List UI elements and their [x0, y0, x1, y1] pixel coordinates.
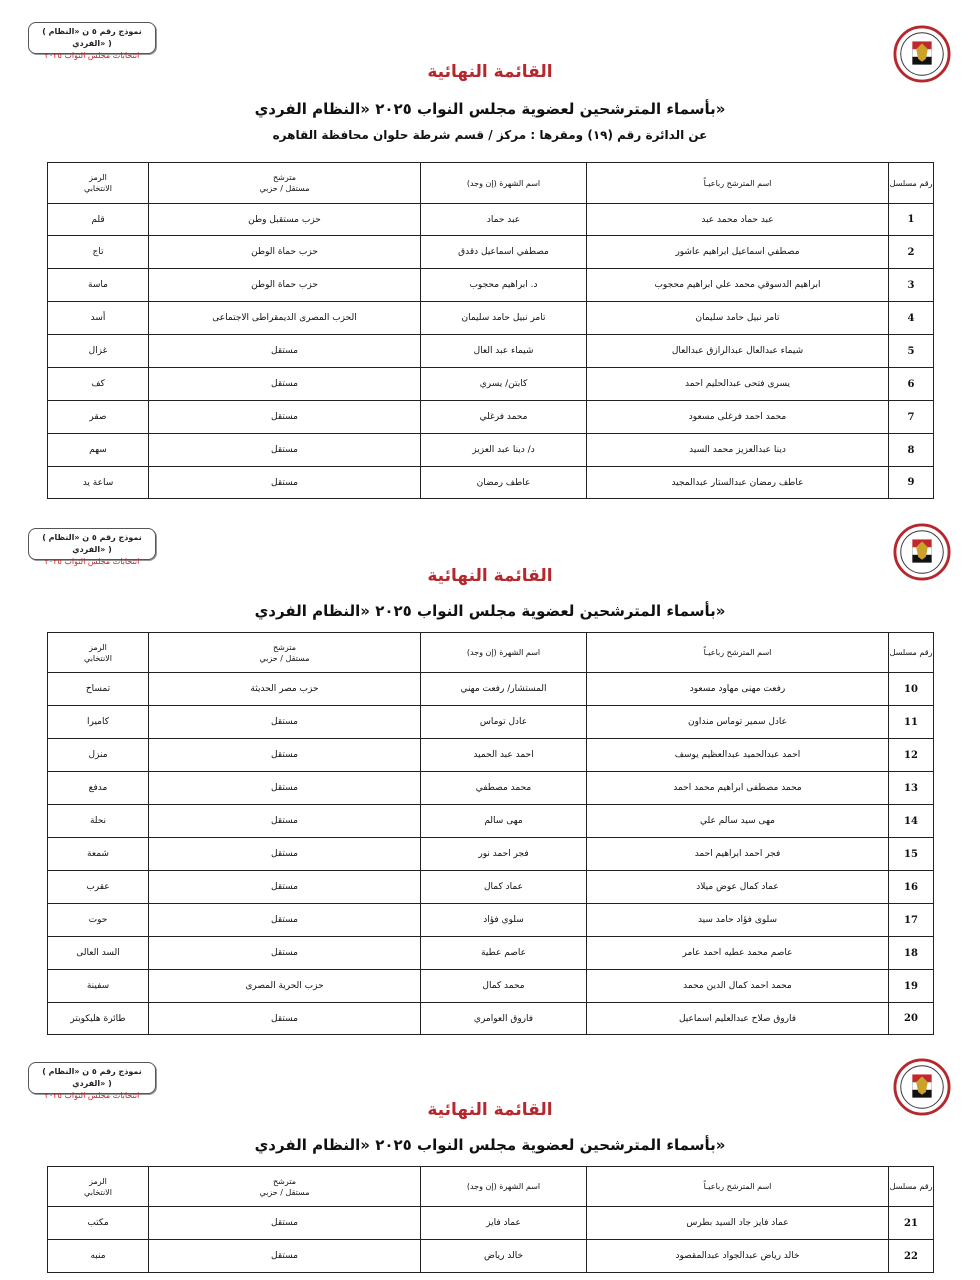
cell-symbol: سهم — [48, 434, 149, 467]
cell-name: عبد حماد محمد عبد — [587, 204, 889, 236]
col-serial: رقم مسلسل — [889, 163, 934, 204]
col-symbol — [48, 1167, 149, 1207]
cell-fame: مهى سالم — [421, 805, 587, 838]
cell-name: فاروق صلاح عبدالعليم اسماعيل — [587, 1003, 889, 1035]
cell-symbol: كاميرا — [48, 706, 149, 739]
col-serial: رقم مسلسل — [889, 1167, 934, 1207]
cell-symbol: سفينة — [48, 970, 149, 1003]
col-symbol — [48, 633, 149, 673]
cell-party: مستقل — [149, 805, 421, 838]
final-list-title: القائمة النهائية — [427, 1100, 553, 1120]
cell-serial: 17 — [889, 904, 934, 937]
table-row — [48, 1207, 934, 1240]
cell-name: محمد احمد كمال الدين محمد — [587, 970, 889, 1003]
cell-name: خالد رياض عبدالجواد عبدالمقصود — [587, 1240, 889, 1273]
cell-party: مستقل — [149, 467, 421, 499]
cell-fame: فجر احمد نور — [421, 838, 587, 871]
cell-party: مستقل — [149, 871, 421, 904]
cell-name: يسرى فتحى عبدالحليم احمد — [587, 368, 889, 401]
cell-fame: محمد كمال — [421, 970, 587, 1003]
cell-symbol: نحلة — [48, 805, 149, 838]
cell-party: مستقل — [149, 706, 421, 739]
cell-party: مستقل — [149, 401, 421, 434]
col-symbol-l1: الرمز — [89, 642, 107, 652]
cell-party: حزب حماة الوطن — [149, 269, 421, 302]
col-symbol-l1: الرمز — [89, 1176, 107, 1186]
table-row — [48, 204, 934, 236]
cell-name: تامر نبيل حامد سليمان — [587, 302, 889, 335]
cell-serial: 13 — [889, 772, 934, 805]
table-row — [48, 269, 934, 302]
cell-symbol: طائرة هليكوبتر — [48, 1003, 149, 1035]
cell-serial: 6 — [889, 368, 934, 401]
candidates-table-1 — [47, 162, 934, 499]
cell-serial: 21 — [889, 1207, 934, 1240]
cell-serial: 16 — [889, 871, 934, 904]
cell-fame: عماد كمال — [421, 871, 587, 904]
cell-party: مستقل — [149, 368, 421, 401]
col-affiliation — [149, 1167, 421, 1207]
page-section-1 — [0, 22, 980, 502]
col-fame-name: اسم الشهرة (إن وجد) — [421, 163, 587, 204]
col-full-name: اسم المترشح رباعيـاً — [587, 163, 889, 204]
cell-fame: د. ابراهيم محجوب — [421, 269, 587, 302]
cell-serial: 4 — [889, 302, 934, 335]
cell-fame: محمد مصطفي — [421, 772, 587, 805]
cell-fame: عماد فايز — [421, 1207, 587, 1240]
table-row — [48, 434, 934, 467]
cell-symbol: أسد — [48, 302, 149, 335]
table-row — [48, 302, 934, 335]
table-row — [48, 805, 934, 838]
cell-symbol: منبه — [48, 1240, 149, 1273]
candidates-title: بأسماء المترشحين لعضوية مجلس النواب ٢٠٢٥ «النظام الفردي» — [254, 100, 726, 118]
cell-symbol: شمعة — [48, 838, 149, 871]
cell-symbol: كف — [48, 368, 149, 401]
cell-fame: المستشار/ رفعت مهني — [421, 673, 587, 706]
cell-serial: 9 — [889, 467, 934, 499]
col-symbol-l1: الرمز — [89, 173, 107, 182]
cell-fame: محمد فرغلي — [421, 401, 587, 434]
cell-fame: فاروق العوامري — [421, 1003, 587, 1035]
col-symbol — [48, 163, 149, 204]
cell-fame: عبد حماد — [421, 204, 587, 236]
cell-symbol: مدفع — [48, 772, 149, 805]
cell-serial: 20 — [889, 1003, 934, 1035]
table-header-row — [48, 633, 934, 673]
table-row — [48, 673, 934, 706]
cell-symbol: تاج — [48, 236, 149, 269]
col-full-name: اسم المترشح رباعيـاً — [587, 633, 889, 673]
cell-party: مستقل — [149, 739, 421, 772]
cell-symbol: تمساح — [48, 673, 149, 706]
table-row — [48, 335, 934, 368]
cell-party: حزب الحرية المصرى — [149, 970, 421, 1003]
cell-symbol: منزل — [48, 739, 149, 772]
cell-serial: 7 — [889, 401, 934, 434]
cell-fame: عادل توماس — [421, 706, 587, 739]
cell-party: مستقل — [149, 335, 421, 368]
cell-symbol: السد العالى — [48, 937, 149, 970]
candidates-title: بأسماء المترشحين لعضوية مجلس النواب ٢٠٢٥ «النظام الفردي» — [254, 1136, 726, 1154]
cell-party: مستقل — [149, 1207, 421, 1240]
cell-serial: 1 — [889, 204, 934, 236]
cell-fame: احمد عبد الحميد — [421, 739, 587, 772]
stamp-line-1: ( نموذج رقم ٥ ن «النظام الفردي» ) — [42, 533, 142, 554]
final-list-title: القائمة النهائية — [427, 566, 553, 586]
cell-name: شيماء عبدالعال عبدالرازق عبدالعال — [587, 335, 889, 368]
cell-serial: 3 — [889, 269, 934, 302]
cell-symbol: قلم — [48, 204, 149, 236]
table-row — [48, 739, 934, 772]
cell-name: عاصم محمد عطيه احمد عامر — [587, 937, 889, 970]
cell-symbol: صقر — [48, 401, 149, 434]
table-row — [48, 236, 934, 269]
cell-name: عاطف رمضان عبدالستار عبدالمجيد — [587, 467, 889, 499]
table-row — [48, 904, 934, 937]
cell-serial: 5 — [889, 335, 934, 368]
table-row — [48, 401, 934, 434]
col-fame-name: اسم الشهرة (إن وجد) — [421, 1167, 587, 1207]
cell-fame: شيماء عبد العال — [421, 335, 587, 368]
cell-party: مستقل — [149, 772, 421, 805]
cell-name: احمد عبدالحميد عبدالعظيم يوسف — [587, 739, 889, 772]
cell-name: محمد مصطفى ابراهيم محمد احمد — [587, 772, 889, 805]
cell-name: عادل سمير توماس منداون — [587, 706, 889, 739]
cell-fame: سلوي فؤاد — [421, 904, 587, 937]
cell-symbol: حوت — [48, 904, 149, 937]
table-row — [48, 970, 934, 1003]
cell-fame: د/ دينا عبد العزيز — [421, 434, 587, 467]
cell-party: حزب مصر الحديثة — [149, 673, 421, 706]
cell-name: مهى سيد سالم علي — [587, 805, 889, 838]
cell-party: مستقل — [149, 1240, 421, 1273]
cell-party: حزب مستقبل وطن — [149, 204, 421, 236]
col-serial: رقم مسلسل — [889, 633, 934, 673]
cell-party: مستقل — [149, 937, 421, 970]
candidates-title: بأسماء المترشحين لعضوية مجلس النواب ٢٠٢٥ «النظام الفردي» — [254, 602, 726, 620]
col-affiliation-l1: مترشح — [273, 642, 296, 652]
col-affiliation — [149, 163, 421, 204]
cell-serial: 8 — [889, 434, 934, 467]
cell-name: ابراهيم الدسوقي محمد علي ابراهيم محجوب — [587, 269, 889, 302]
table-row — [48, 467, 934, 499]
cell-fame: عاصم عطية — [421, 937, 587, 970]
col-affiliation-l2: مستقل / حزبي — [259, 184, 310, 193]
cell-name: عماد كمال عوض ميلاد — [587, 871, 889, 904]
col-affiliation-l1: مترشح — [273, 173, 296, 182]
col-affiliation — [149, 633, 421, 673]
col-full-name: اسم المترشح رباعيـاً — [587, 1167, 889, 1207]
cell-name: رفعت مهنى مهاود مسعود — [587, 673, 889, 706]
table-row — [48, 871, 934, 904]
stamp-line-2: انتخابات مجلس النواب ٢٠٢٥ — [44, 1091, 140, 1100]
cell-serial: 14 — [889, 805, 934, 838]
table-header-row — [48, 1167, 934, 1207]
table-row — [48, 1240, 934, 1273]
cell-name: مصطفي اسماعيل ابراهيم عاشور — [587, 236, 889, 269]
page-section-3 — [0, 1062, 980, 1280]
cell-symbol: عقرب — [48, 871, 149, 904]
col-affiliation-l1: مترشح — [273, 1176, 296, 1186]
cell-serial: 19 — [889, 970, 934, 1003]
cell-fame: عاطف رمضان — [421, 467, 587, 499]
cell-serial: 12 — [889, 739, 934, 772]
cell-fame: مصطفي اسماعيل دقدق — [421, 236, 587, 269]
table-row — [48, 1003, 934, 1035]
cell-fame: تامر نبيل حامد سليمان — [421, 302, 587, 335]
cell-name: دينا عبدالعزيز محمد السيد — [587, 434, 889, 467]
stamp-line-1: ( نموذج رقم ٥ ن «النظام الفردي» ) — [42, 1067, 142, 1088]
cell-fame: كابتن/ يسري — [421, 368, 587, 401]
table-row — [48, 838, 934, 871]
table-header-row — [48, 163, 934, 204]
cell-serial: 10 — [889, 673, 934, 706]
table-row — [48, 706, 934, 739]
cell-party: حزب حماة الوطن — [149, 236, 421, 269]
cell-name: عماد فايز جاد السيد بطرس — [587, 1207, 889, 1240]
district-line: عن الدائرة رقم (١٩) ومقرها : مركز / قسم شرطة حلوان محافظة القاهره — [272, 128, 708, 142]
cell-symbol: ساعة يد — [48, 467, 149, 499]
table-row — [48, 772, 934, 805]
cell-symbol: غزال — [48, 335, 149, 368]
col-symbol-l2: الانتخابي — [84, 1187, 112, 1197]
col-fame-name: اسم الشهرة (إن وجد) — [421, 633, 587, 673]
cell-symbol: مكتب — [48, 1207, 149, 1240]
col-symbol-l2: الانتخابي — [84, 653, 112, 663]
cell-name: محمد احمد فرغلى مسعود — [587, 401, 889, 434]
col-affiliation-l2: مستقل / حزبي — [259, 1187, 310, 1197]
candidates-table-2 — [47, 632, 934, 1035]
cell-serial: 2 — [889, 236, 934, 269]
cell-serial: 11 — [889, 706, 934, 739]
cell-party: مستقل — [149, 434, 421, 467]
table-row — [48, 937, 934, 970]
cell-serial: 15 — [889, 838, 934, 871]
cell-party: مستقل — [149, 838, 421, 871]
cell-name: فجر احمد ابراهيم احمد — [587, 838, 889, 871]
cell-party: مستقل — [149, 904, 421, 937]
col-affiliation-l2: مستقل / حزبي — [259, 653, 310, 663]
stamp-line-1: ( نموذج رقم ٥ ن «النظام الفردي» ) — [42, 27, 142, 48]
cell-party: مستقل — [149, 1003, 421, 1035]
cell-name: سلوى فؤاد حامد سيد — [587, 904, 889, 937]
cell-fame: خالد رياض — [421, 1240, 587, 1273]
form-stamp — [28, 1062, 156, 1100]
col-symbol-l2: الانتخابي — [84, 184, 112, 193]
candidates-table-3 — [47, 1166, 934, 1273]
table-row — [48, 368, 934, 401]
cell-serial: 18 — [889, 937, 934, 970]
stamp-line-2: انتخابات مجلس النواب ٢٠٢٥ — [44, 51, 140, 60]
cell-serial: 22 — [889, 1240, 934, 1273]
form-stamp — [28, 528, 156, 566]
cell-party: الحزب المصرى الديمقراطى الاجتماعى — [149, 302, 421, 335]
final-list-title: القائمة النهائية — [427, 62, 553, 82]
page-section-2 — [0, 528, 980, 1038]
stamp-line-2: انتخابات مجلس النواب ٢٠٢٥ — [44, 557, 140, 566]
cell-symbol: ماسة — [48, 269, 149, 302]
form-stamp — [28, 22, 156, 60]
